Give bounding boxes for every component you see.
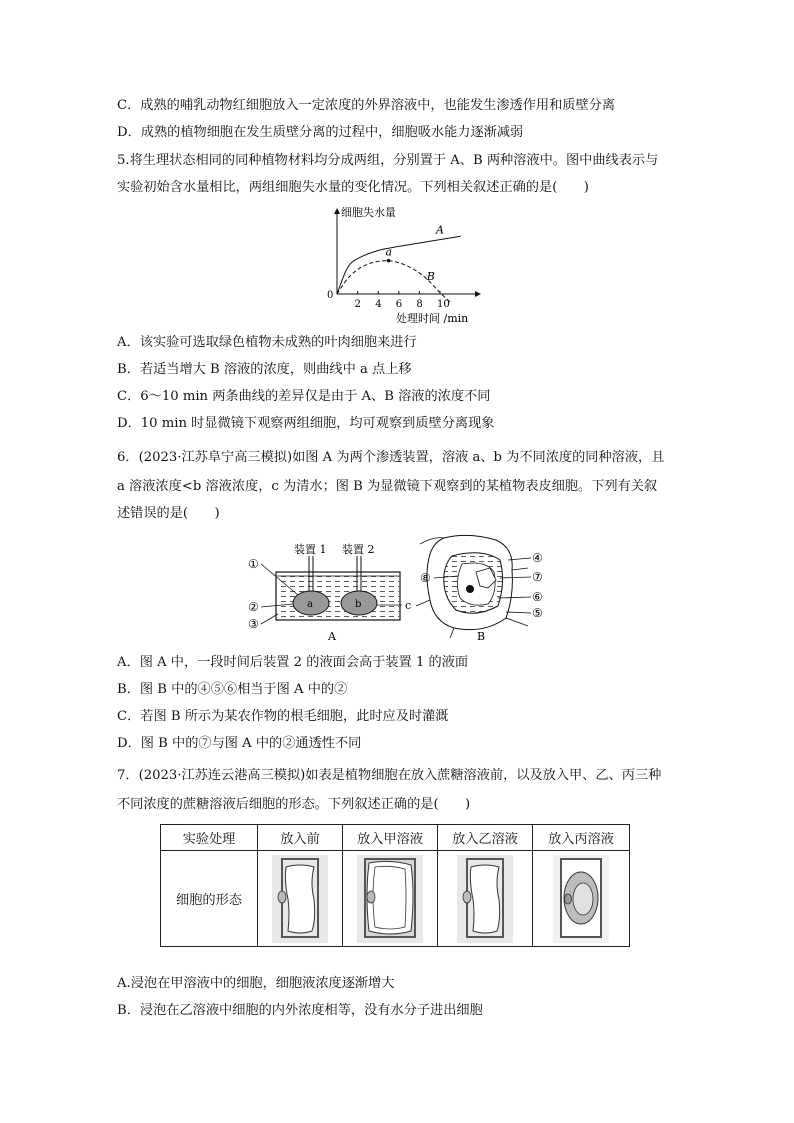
q6-option-b: B．图 B 中的④⑤⑥相当于图 A 中的② <box>117 682 348 697</box>
q6-option-d: D．图 B 中的⑦与图 A 中的②通透性不同 <box>117 736 362 751</box>
cell-solution-bing <box>533 851 630 947</box>
q7-option-a: A.浸泡在甲溶液中的细胞，细胞液浓度逐渐增大 <box>117 976 395 991</box>
option-d-q4: D．成熟的植物细胞在发生质壁分离的过程中，细胞吸水能力逐渐减弱 <box>117 125 524 140</box>
table-header-cell: 放入乙溶液 <box>438 825 533 851</box>
q5-option-a: A．该实验可选取绿色植物未成熟的叶肉细胞来进行 <box>117 335 417 350</box>
point-a-marker <box>387 259 391 263</box>
series-a-label: A <box>436 223 444 237</box>
x-tick-label: 4 <box>375 299 382 310</box>
figure-a-label: A <box>328 630 336 643</box>
y-axis-label: 细胞失水量 <box>341 206 396 219</box>
figure-a-osmosis-devices <box>248 542 411 643</box>
label-1: ① <box>248 557 259 571</box>
nucleolus-dot <box>466 585 474 593</box>
q5-water-loss-chart <box>320 203 500 328</box>
figure-b-label: B <box>477 630 486 643</box>
device-2-label: 装置 2 <box>342 543 375 556</box>
clear-water-label: c <box>405 599 412 612</box>
table-header-cell: 放入甲溶液 <box>343 825 438 851</box>
point-a-label: a <box>385 245 393 259</box>
series-a-line <box>337 236 461 294</box>
label-5: ⑤ <box>532 606 543 620</box>
option-c-q4: C．成熟的哺乳动物红细胞放入一定浓度的外界溶液中，也能发生渗透作用和质壁分离 <box>117 98 616 113</box>
cell-before <box>258 851 343 947</box>
q7-stem-line1: 7．(2023·江苏连云港高三模拟)如表是植物细胞在放入蔗糖溶液前，以及放入甲、乙、丙三种 <box>117 768 662 783</box>
table-header-cell: 实验处理 <box>161 825 258 851</box>
q5-option-d: D．10 min 时显微镜下观察两组细胞，均可观察到质壁分离现象 <box>117 416 495 431</box>
q6-stem-line1: 6．(2023·江苏阜宁高三模拟)如图 A 为两个渗透装置，溶液 a、b 为不同浓度的同种溶液，且 <box>117 450 665 465</box>
x-tick-label: 2 <box>354 299 361 310</box>
figure-b-plant-cell <box>416 535 543 643</box>
q5-stem-line1: 5.将生理状态相同的同种植物材料均分成两组，分别置于 A、B 两种溶液中。图中曲线表示与 <box>117 153 659 168</box>
q5-option-c: C．6～10 min 两条曲线的差异仅是由于 A、B 溶液的浓度不同 <box>117 389 491 404</box>
label-8: ⑧ <box>420 571 431 585</box>
x-tick-label: 6 <box>395 299 403 310</box>
label-6: ⑥ <box>532 590 543 604</box>
q6-osmosis-figure <box>244 534 554 644</box>
x-tick-label: 0 <box>327 290 334 301</box>
solution-b-label: b <box>355 599 362 610</box>
device-1-label: 装置 1 <box>294 543 327 556</box>
q7-stem-line2: 不同浓度的蔗糖溶液后细胞的形态。下列叙述正确的是( ) <box>117 797 471 812</box>
q6-stem-line2: a 溶液浓度<b 溶液浓度，c 为清水；图 B 为显微镜下观察到的某植物表皮细胞。下列有关叙 <box>117 479 658 494</box>
label-7: ⑦ <box>532 570 543 584</box>
label-2: ② <box>248 600 259 614</box>
table-row-label: 细胞的形态 <box>161 851 258 947</box>
cell-solution-jia <box>343 851 438 947</box>
q5-option-b: B．若适当增大 B 溶液的浓度，则曲线中 a 点上移 <box>117 362 412 377</box>
table-header-cell: 放入前 <box>258 825 343 851</box>
x-axis-label: 处理时间 /min <box>396 312 469 325</box>
x-tick-label: 10 <box>437 299 450 310</box>
q7-option-b: B．浸泡在乙溶液中细胞的内外浓度相等，没有水分子进出细胞 <box>117 1003 483 1018</box>
series-b-label: B <box>426 269 435 283</box>
q6-stem-line3: 述错误的是( ) <box>117 506 220 521</box>
table-header-cell: 放入丙溶液 <box>533 825 630 851</box>
q6-option-c: C．若图 B 所示为某农作物的根毛细胞，此时应及时灌溉 <box>117 709 449 724</box>
q6-option-a: A．图 A 中，一段时间后装置 2 的液面会高于装置 1 的液面 <box>117 655 469 670</box>
solution-a-label: a <box>307 599 313 610</box>
x-tick-label: 8 <box>416 299 423 310</box>
label-4: ④ <box>532 551 543 565</box>
label-3: ③ <box>248 617 259 631</box>
q5-stem-line2: 实验初始含水量相比，两组细胞失水量的变化情况。下列相关叙述正确的是( ) <box>117 180 589 195</box>
q7-cell-morphology-table <box>160 824 630 947</box>
cell-solution-yi <box>438 851 533 947</box>
